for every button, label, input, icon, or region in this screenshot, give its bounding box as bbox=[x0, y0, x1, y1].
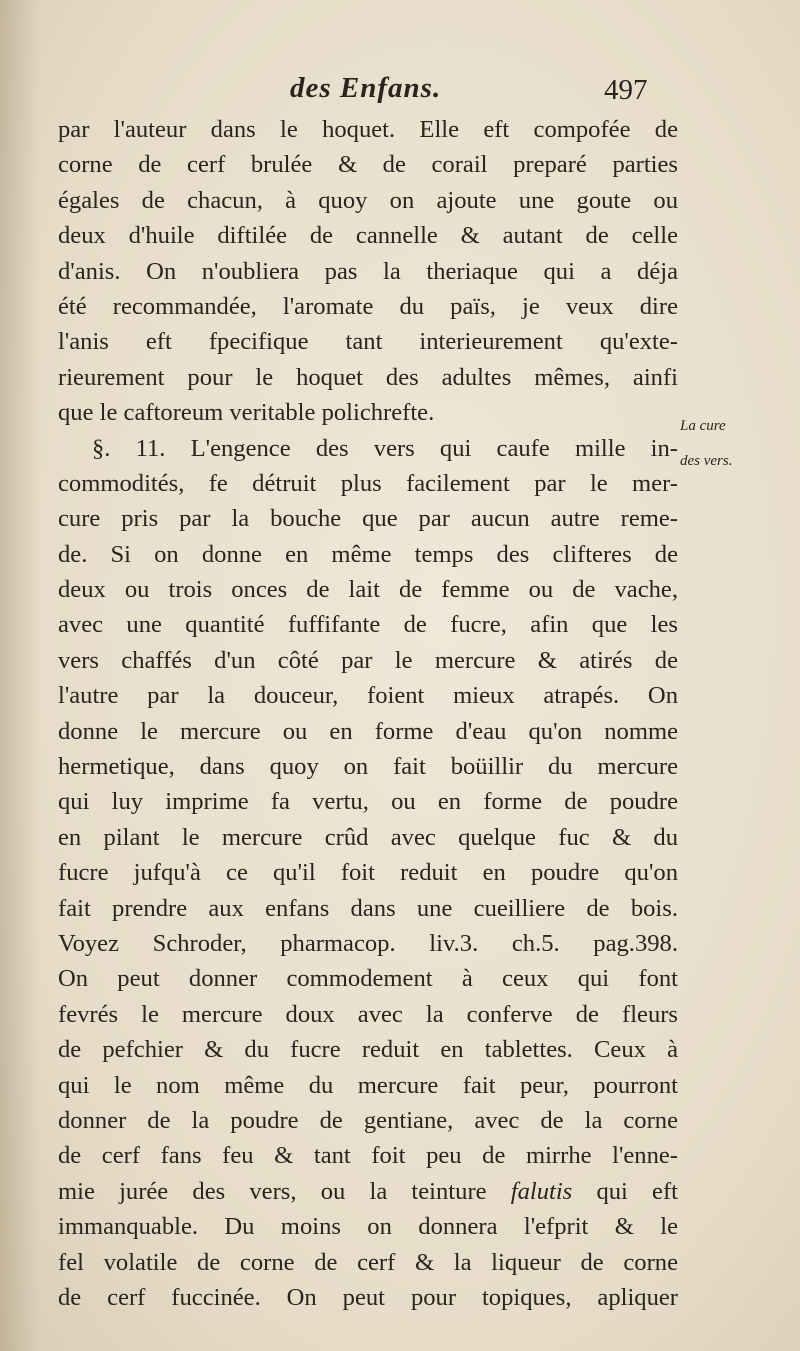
italic-word: falutis bbox=[510, 1177, 573, 1205]
text-line: d'anis. On n'oubliera pas la theriaque qui a déja bbox=[58, 257, 678, 285]
text-line: vers chaffés d'un côté par le mercure & atirés de bbox=[58, 646, 678, 674]
body-text bbox=[58, 112, 678, 1315]
text-line: immanquable. Du moins on donnera l'efprit & le bbox=[58, 1213, 678, 1241]
text-segment: mie jurée des vers, ou la teinture bbox=[58, 1177, 511, 1205]
text-line: avec une quantité fuffifante de fucre, afin que les bbox=[58, 611, 678, 639]
margin-note-2: des vers. bbox=[680, 453, 733, 469]
text-line: en pilant le mercure crûd avec quelque fuc & du bbox=[58, 823, 678, 851]
page-number: 497 bbox=[604, 74, 648, 106]
text-line: de pefchier & du fucre reduit en tablettes. Ceux à bbox=[58, 1036, 678, 1064]
text-line: fel volatile de corne de cerf & la liqueur de corne bbox=[58, 1248, 678, 1276]
text-line: hermetique, dans quoy on fait boüillir du mercure bbox=[58, 753, 678, 781]
text-line: que le caftoreum veritable polichrefte. bbox=[58, 399, 435, 427]
text-segment: qui eft bbox=[572, 1177, 678, 1205]
text-line: l'anis eft fpecifique tant interieurement qu'exte- bbox=[58, 328, 678, 356]
running-title: des Enfans. bbox=[290, 72, 442, 104]
text-line: fevrés le mercure doux avec la conferve de fleurs bbox=[58, 1000, 678, 1028]
text-line: fucre jufqu'à ce qu'il foit reduit en poudre qu'on bbox=[58, 859, 678, 887]
text-line: égales de chacun, à quoy on ajoute une goute ou bbox=[58, 186, 678, 214]
text-line: qui luy imprime fa vertu, ou en forme de poudre bbox=[58, 788, 678, 816]
text-line: été recommandée, l'aromate du païs, je veux dire bbox=[58, 292, 678, 320]
text-line: §. 11. L'engence des vers qui caufe mille in- bbox=[92, 434, 678, 462]
text-line: deux d'huile diftilée de cannelle & autant de celle bbox=[58, 222, 678, 250]
text-line: fait prendre aux enfans dans une cueilliere de bois. bbox=[58, 894, 678, 922]
text-line: Voyez Schroder, pharmacop. liv.3. ch.5. pag.398. bbox=[58, 929, 678, 957]
binding-shadow bbox=[0, 0, 40, 1351]
text-line: On peut donner commodement à ceux qui font bbox=[58, 965, 678, 993]
text-line: corne de cerf brulée & de corail preparé parties bbox=[58, 151, 678, 179]
text-line: par l'auteur dans le hoquet. Elle eft compofée de bbox=[58, 116, 678, 143]
text-line: de. Si on donne en même temps des clifteres de bbox=[58, 540, 678, 568]
text-line: cure pris par la bouche que par aucun autre reme- bbox=[58, 505, 678, 533]
text-line-with-italic bbox=[58, 1174, 678, 1209]
text-line: deux ou trois onces de lait de femme ou de vache, bbox=[58, 576, 678, 604]
page-header bbox=[0, 72, 800, 112]
margin-note-1: La cure bbox=[680, 418, 726, 434]
text-line: de cerf fans feu & tant foit peu de mirrhe l'enne- bbox=[58, 1142, 678, 1170]
text-line: l'autre par la douceur, foient mieux atrapés. On bbox=[58, 682, 678, 710]
text-line: rieurement pour le hoquet des adultes mêmes, ainfi bbox=[58, 363, 678, 391]
text-line: donner de la poudre de gentiane, avec de la corne bbox=[58, 1106, 678, 1134]
text-line: de cerf fuccinée. On peut pour topiques, apliquer bbox=[58, 1283, 678, 1311]
text-line: commodités, fe détruit plus facilement par le mer- bbox=[58, 469, 678, 497]
text-line: qui le nom même du mercure fait peur, pourront bbox=[58, 1071, 678, 1099]
text-line: donne le mercure ou en forme d'eau qu'on nomme bbox=[58, 717, 678, 745]
